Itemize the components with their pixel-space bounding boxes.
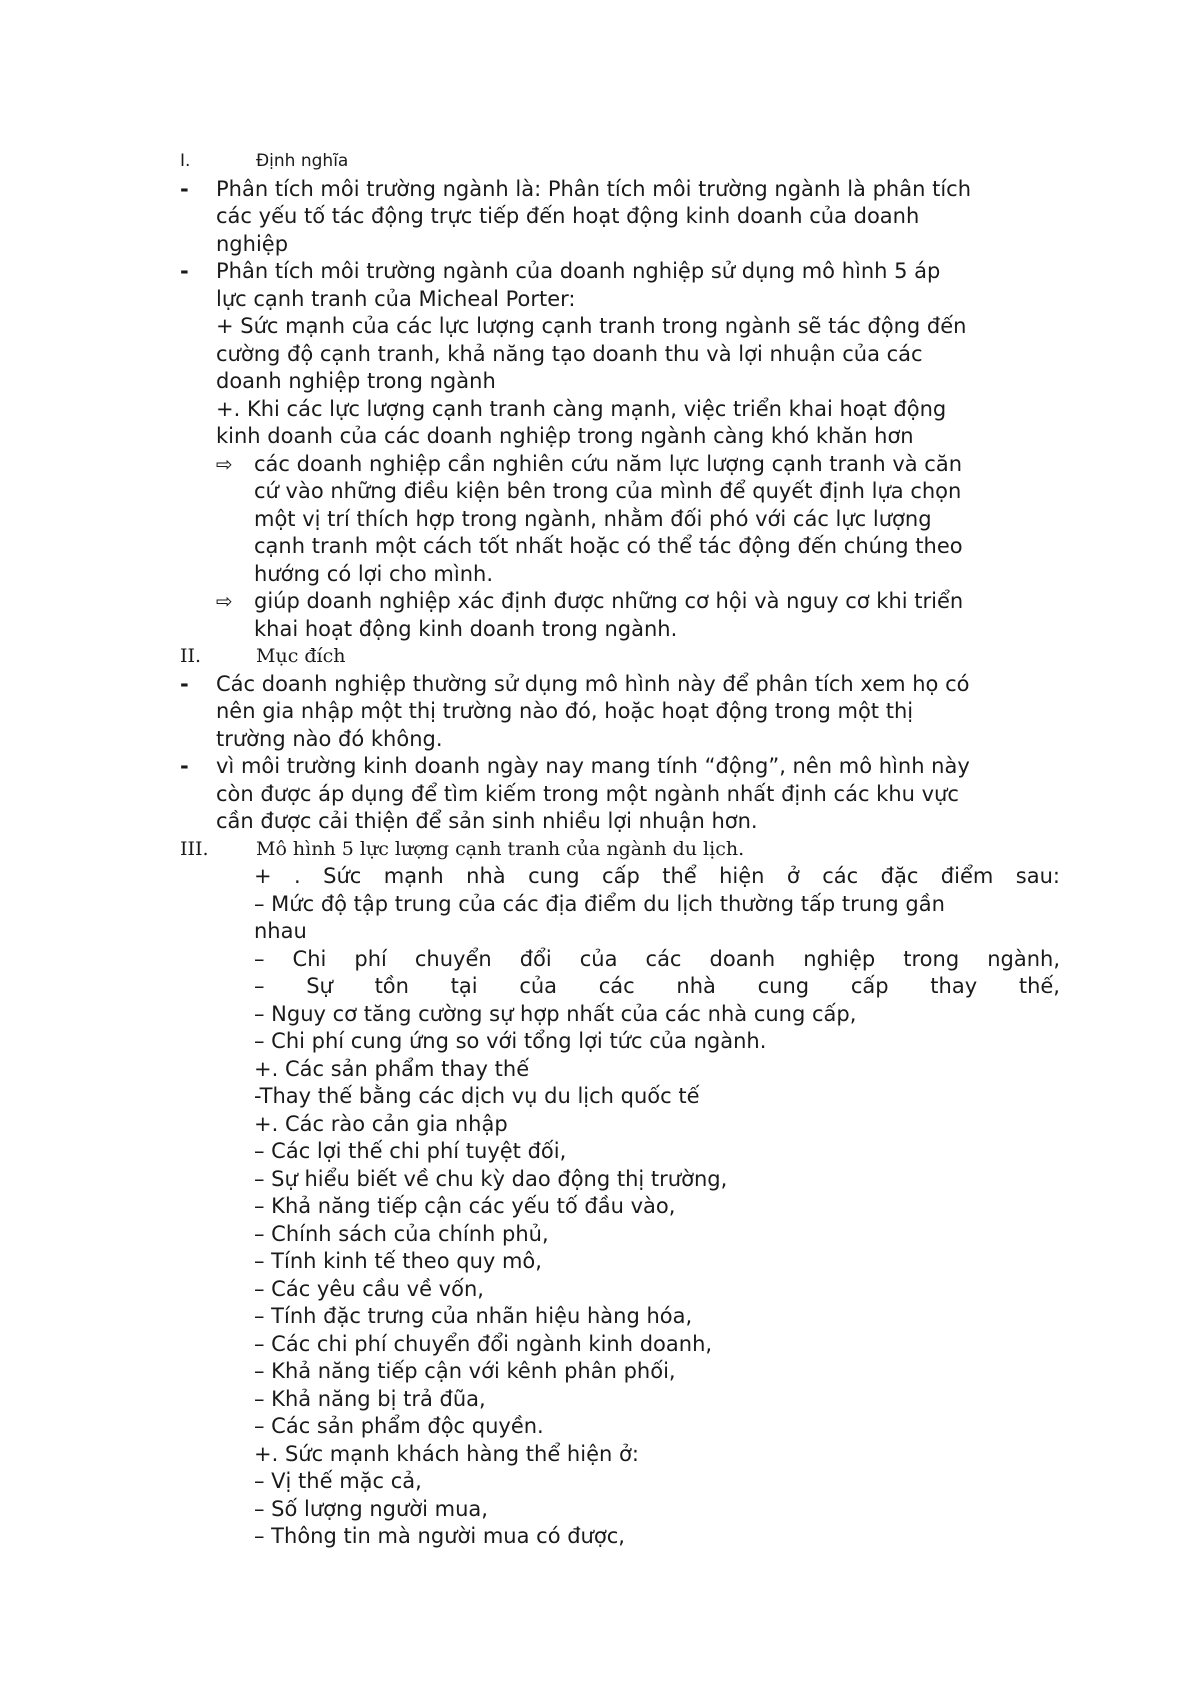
line-text: nhau (254, 919, 307, 943)
dash-bullet-icon: - (180, 259, 189, 283)
section-heading (180, 836, 1060, 864)
line-text: kinh doanh của các doanh nghiệp trong ngành càng khó khăn hơn (216, 424, 914, 448)
paragraph-line (180, 1331, 1060, 1359)
line-text: – Sự tồn tại của các nhà cung cấp thay thế, (254, 974, 1060, 998)
paragraph-line (180, 1413, 1060, 1441)
paragraph-line (180, 1221, 1060, 1249)
paragraph-line (180, 1248, 1060, 1276)
paragraph-line (180, 368, 1060, 396)
line-text: cạnh tranh một cách tốt nhất hoặc có thể tác động đến chúng theo (254, 534, 963, 558)
line-text: – Chi phí cung ứng so với tổng lợi tức của ngành. (254, 1029, 767, 1053)
line-text: + Sức mạnh của các lực lượng cạnh tranh trong ngành sẽ tác động đến (216, 314, 967, 338)
paragraph-line (180, 1138, 1060, 1166)
section-title: Định nghĩa (256, 151, 349, 171)
dash-bullet-icon: - (180, 754, 189, 778)
paragraph-line (180, 286, 1060, 314)
paragraph-line (180, 176, 1060, 204)
paragraph-line (180, 423, 1060, 451)
line-text: các yếu tố tác động trực tiếp đến hoạt động kinh doanh của doanh (216, 204, 920, 228)
line-text: trường nào đó không. (216, 726, 443, 751)
document-page (180, 148, 1060, 1551)
line-text: – Các sản phẩm độc quyền. (254, 1414, 544, 1438)
paragraph-line (180, 863, 1060, 891)
line-text: Phân tích môi trường ngành là: Phân tích môi trường ngành là phân tích (216, 176, 972, 201)
line-text: – Mức độ tập trung của các địa điểm du lịch thường tấp trung gần (254, 891, 945, 916)
line-text: – Chính sách của chính phủ, (254, 1221, 549, 1246)
paragraph-line (180, 1166, 1060, 1194)
paragraph-line (180, 1001, 1060, 1029)
paragraph-line (180, 616, 1060, 644)
section-number: I. (180, 151, 191, 171)
line-text: hướng có lợi cho mình. (254, 561, 494, 586)
line-text: + . Sức mạnh nhà cung cấp thể hiện ở các đặc điểm sau: (254, 864, 1060, 888)
paragraph-line (180, 1111, 1060, 1139)
line-text: lực cạnh tranh của Micheal Porter: (216, 286, 576, 311)
paragraph-line (180, 451, 1060, 479)
line-text: +. Khi các lực lượng cạnh tranh càng mạnh, việc triển khai hoạt động (216, 396, 947, 421)
line-text: – Các yêu cầu về vốn, (254, 1276, 484, 1301)
paragraph-line (180, 1028, 1060, 1056)
paragraph-line (180, 918, 1060, 946)
line-text: – Các lợi thế chi phí tuyệt đối, (254, 1139, 567, 1163)
paragraph-line (180, 231, 1060, 259)
line-text: – Sự hiểu biết về chu kỳ dao động thị trường, (254, 1166, 728, 1191)
paragraph-line (180, 341, 1060, 369)
paragraph-line (180, 561, 1060, 589)
line-text: -Thay thế bằng các dịch vụ du lịch quốc tế (254, 1084, 700, 1108)
paragraph-line (180, 1083, 1060, 1111)
line-text: khai hoạt động kinh doanh trong ngành. (254, 616, 678, 641)
paragraph-line (180, 313, 1060, 341)
paragraph-line (180, 781, 1060, 809)
right-arrow-icon: ⇨ (216, 589, 233, 613)
paragraph-line (180, 1441, 1060, 1469)
paragraph-line (180, 1468, 1060, 1496)
line-text: – Khả năng tiếp cận với kênh phân phối, (254, 1359, 676, 1383)
section-number: III. (180, 837, 209, 860)
line-text: nên gia nhập một thị trường nào đó, hoặc hoạt động trong một thị (216, 699, 914, 723)
paragraph-line (180, 506, 1060, 534)
line-text: nghiệp (216, 231, 289, 256)
section-title: Mục đích (256, 645, 346, 667)
paragraph-line (180, 698, 1060, 726)
paragraph-line (180, 973, 1060, 1001)
line-text: cường độ cạnh tranh, khả năng tạo doanh thu và lợi nhuận của các (216, 341, 923, 366)
line-text: doanh nghiệp trong ngành (216, 369, 496, 393)
paragraph-line (180, 808, 1060, 836)
dash-bullet-icon: - (180, 176, 189, 201)
line-text: – Vị thế mặc cả, (254, 1469, 422, 1493)
paragraph-line (180, 203, 1060, 231)
line-text: một vị trí thích hợp trong ngành, nhằm đối phó với các lực lượng (254, 506, 932, 531)
line-text: cần được cải thiện để sản sinh nhiều lợi nhuận hơn. (216, 809, 758, 833)
paragraph-line (180, 1303, 1060, 1331)
line-text: – Tính đặc trưng của nhãn hiệu hàng hóa, (254, 1304, 693, 1328)
line-text: – Thông tin mà người mua có được, (254, 1524, 625, 1548)
section-heading (180, 148, 1060, 176)
paragraph-line (180, 588, 1060, 616)
paragraph-line (180, 533, 1060, 561)
line-text: +. Sức mạnh khách hàng thể hiện ở: (254, 1441, 639, 1466)
line-text: – Khả năng bị trả đũa, (254, 1386, 486, 1411)
line-text: Phân tích môi trường ngành của doanh nghiệp sử dụng mô hình 5 áp (216, 259, 941, 283)
line-text: +. Các rào cản gia nhập (254, 1111, 508, 1136)
paragraph-line (180, 1276, 1060, 1304)
line-text: – Tính kinh tế theo quy mô, (254, 1249, 542, 1273)
paragraph-line (180, 1386, 1060, 1414)
line-text: – Số lượng người mua, (254, 1496, 488, 1521)
line-text: còn được áp dụng để tìm kiếm trong một ngành nhất định các khu vực (216, 781, 959, 806)
paragraph-line (180, 891, 1060, 919)
paragraph-line (180, 1523, 1060, 1551)
line-text: – Chi phí chuyển đổi của các doanh nghiệp trong ngành, (254, 946, 1060, 971)
line-text: giúp doanh nghiệp xác định được những cơ hội và nguy cơ khi triển (254, 589, 964, 613)
line-text: +. Các sản phẩm thay thế (254, 1056, 530, 1081)
paragraph-line (180, 671, 1060, 699)
paragraph-line (180, 1496, 1060, 1524)
line-text: cứ vào những điều kiện bên trong của mình để quyết định lựa chọn (254, 479, 962, 503)
paragraph-line (180, 258, 1060, 286)
section-title: Mô hình 5 lực lượng cạnh tranh của ngành du lịch. (256, 837, 745, 860)
paragraph-line (180, 1358, 1060, 1386)
paragraph-line (180, 753, 1060, 781)
line-text: – Nguy cơ tăng cường sự hợp nhất của các nhà cung cấp, (254, 1001, 857, 1026)
paragraph-line (180, 478, 1060, 506)
section-heading (180, 643, 1060, 671)
section-number: II. (180, 645, 202, 667)
paragraph-line (180, 726, 1060, 754)
line-text: vì môi trường kinh doanh ngày nay mang tính “động”, nên mô hình này (216, 754, 970, 778)
line-text: – Các chi phí chuyển đổi ngành kinh doanh, (254, 1331, 713, 1356)
paragraph-line (180, 946, 1060, 974)
paragraph-line (180, 1193, 1060, 1221)
right-arrow-icon: ⇨ (216, 451, 233, 476)
line-text: các doanh nghiệp cần nghiên cứu năm lực lượng cạnh tranh và căn (254, 451, 963, 476)
line-text: – Khả năng tiếp cận các yếu tố đầu vào, (254, 1194, 676, 1218)
paragraph-line (180, 396, 1060, 424)
paragraph-line (180, 1056, 1060, 1084)
dash-bullet-icon: - (180, 671, 189, 696)
line-text: Các doanh nghiệp thường sử dụng mô hình này để phân tích xem họ có (216, 671, 970, 696)
